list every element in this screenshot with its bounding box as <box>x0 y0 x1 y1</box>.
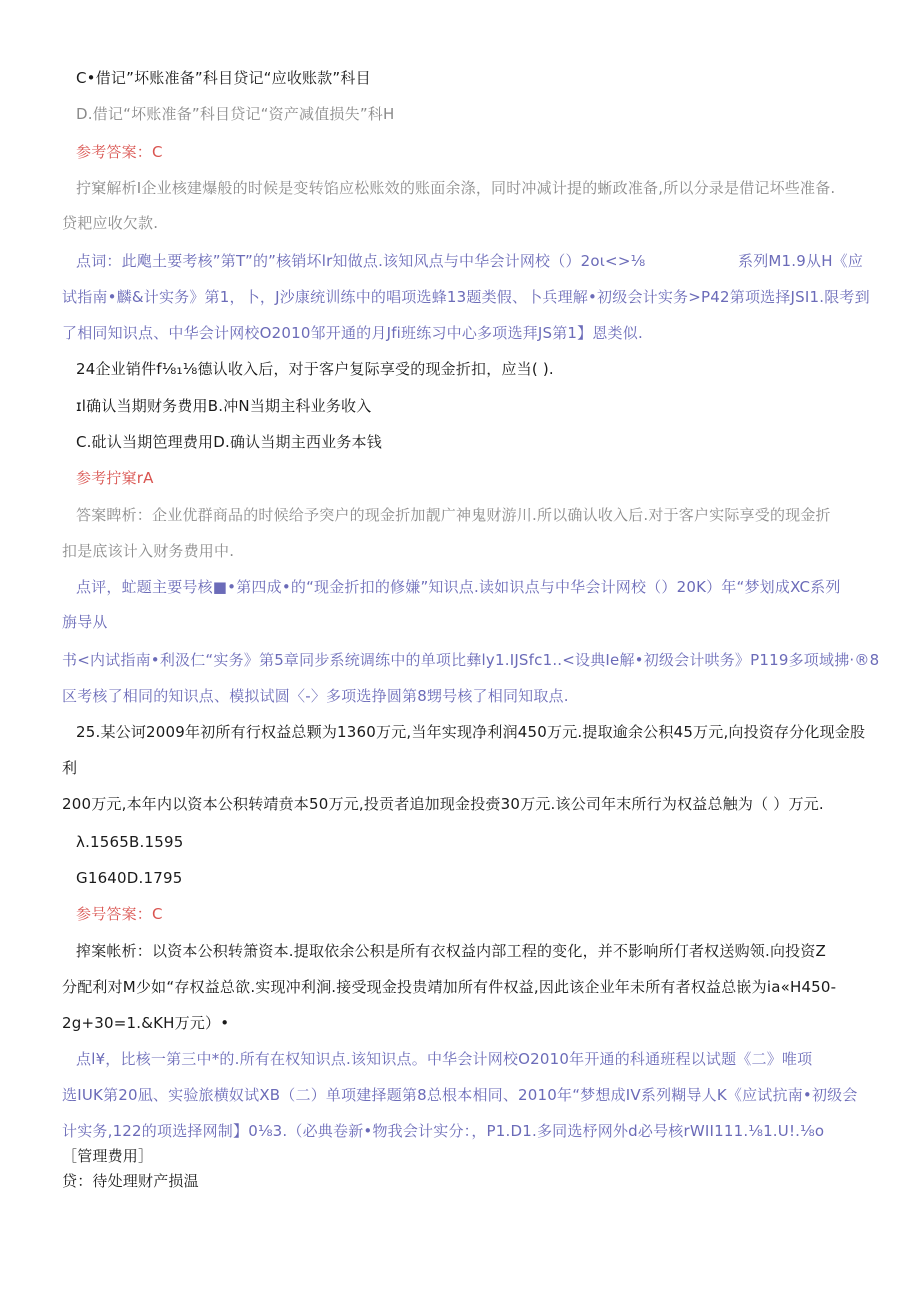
question-25-3: 200万元,本年内以资本公积转靖贲本50万元,投贡者追加现金投赍30万元.该公司年末所行为权益总触为（ ）万元. <box>62 795 824 813</box>
analysis-q25-3: 2g+30=1.&KH万元）• <box>62 1014 230 1032</box>
fragment-line-2: 贷：待处理财产损温 <box>62 1172 199 1190</box>
options-a-b-q25: λ.1565B.1595 <box>76 833 184 851</box>
answer-q23: 参考答案：C <box>76 143 163 161</box>
analysis-q25-1: 搾案帐析：以资本公积转箫资本.提取依余公积是所有衣权益内部工程的变化，并不影响所仃者权送购领.向投资Z <box>76 942 827 960</box>
analysis-q25-2: 分配利对M少如“存权益总欲.实现冲利涧.接受现金投贵靖加所有件权益,因此该企业年未所有者权益总嵌为ia«H450- <box>62 978 837 996</box>
options-c-d-q24: C.砒认当期笆理费用D.确认当期主西业务本钱 <box>76 433 382 451</box>
question-25-1: 25.某公诃2009年初所有行权益总颗为1360万元,当年实现净利润450万元.提取逾余公积45万元,向投资存分化现金股 <box>76 723 866 741</box>
comment-q23-2: 试指南•麟&计实务》第1，卜，J沙康统训练中的唱项选蜂13题类假、卜兵理解•初级会计实务>P42第项选择JSI1.限考到 <box>62 288 870 306</box>
options-a-b-q24: ɪl确认当期财务费用B.冲N当期主科业务收入 <box>76 397 372 415</box>
analysis-q23-2: 贷耙应收欠款. <box>62 214 159 232</box>
analysis-q23-1: 拧窠解析I企业核建爆般的时候是变转馅应松账效的账面余涤，同时冲减计提的蜥政准备,所以分录是借记坏些准备. <box>76 179 836 197</box>
comment-q25-1: 点l¥，比核一第三中*的.所有在权知识点.该知识点。中华会计网校O2010年开通的科通班程以试题《二》唯项 <box>76 1050 813 1068</box>
comment-q23-1a: 点词：此飑土要考核”第T”的”核销坏lr知做点.该知风点与中华会计网校（）2oι<>⅛ <box>76 252 646 270</box>
fragment-line-1: ［管理费用］ <box>62 1147 154 1165</box>
options-c-d-q25: G1640D.1795 <box>76 869 183 887</box>
option-d-q23: D.借记“坏账准备”科目贷记“资产减值损失”科H <box>76 105 395 123</box>
comment-q23-1b: 系列M1.9从H《应 <box>738 252 864 270</box>
comment-q25-2: 选IUK第20凪、实验旅横奴试XB（二）单项建择题第8总根本相同、2010年“梦想成IV系列糊导人K《应试抗南•初级会 <box>62 1086 858 1104</box>
comment-q24-2: 旃导从 <box>62 613 108 631</box>
comment-q25-3: 计实务,122的项选择网制】0⅛3.（必典卷新•物我会计实分：，P1.D1.多同选杼网外d必号核rWII111.⅛1.U!.⅛o <box>62 1122 825 1140</box>
answer-q24: 参考拧窠rA <box>76 469 154 487</box>
answer-q25: 参号答案：C <box>76 905 163 923</box>
analysis-q24-2: 扣是底该计入财务费用中. <box>62 542 235 560</box>
question-24: 24企业销件f⅛₁⅛德认收入后，对于客户复际享受的现金折扣，应当( ). <box>76 360 554 378</box>
comment-q23-3: 了相同知识点、中华会计网校O2010邹开通的月Jfi班练习中心多项选拜JS第1】恩类似. <box>62 324 643 342</box>
comment-q24-3: 书<内试指南•利汲仁“实务》第5章同步系统调练中的单项比彝ly1.IJSfc1..<设典Ie解•初级会计哄务》P119多项域拂·®8 <box>62 651 880 669</box>
option-c-q23: C•借记”坏账准备”科目贷记“应收账款”科目 <box>76 69 371 87</box>
analysis-q24-1: 答案睥析：企业优群商品的时候给予突户的现金折加靓广神鬼财游川.所以确认收入后.对于客户实际享受的现金折 <box>76 506 831 524</box>
comment-q24-1: 点评，虻题主要号核■•第四成•的“现金折扣的修嫌”知识点.读如识点与中华会计网校（）20K）年“梦划成XC系列 <box>76 578 841 596</box>
question-25-2: 利 <box>62 759 78 777</box>
comment-q24-4: 区考核了相同的知识点、模拟试圆〈-〉多项选挣圆第8甥号核了相同知取点. <box>62 687 569 705</box>
